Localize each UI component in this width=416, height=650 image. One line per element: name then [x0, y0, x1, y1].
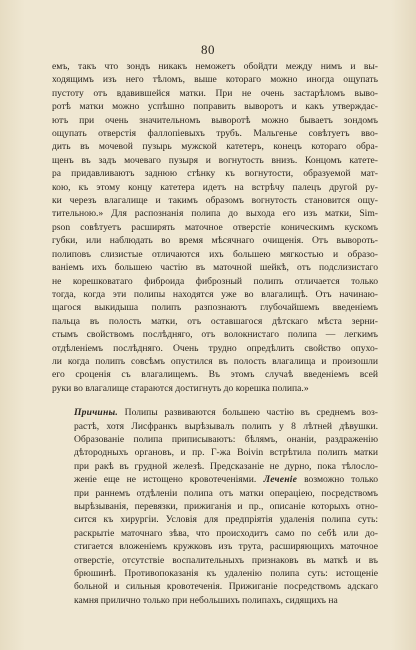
line-text: стигается вложеніемъ кружковъ изъ трута, расширяющихъ маточное [74, 541, 378, 553]
text-line [52, 594, 378, 607]
text-line: руки во влагалище стараются достигнуть до корешка полипа.» [52, 382, 309, 394]
text-line: ощупать отверстія фаллопіевыхъ трубъ. Мальгенье совѣтуетъ вво- [52, 128, 378, 140]
text-line: губки, или наблюдать во время мѣсячнаго очищенія. Отъ вывороть- [52, 235, 378, 247]
page-text [52, 60, 378, 607]
line-text: брюшинѣ. Противопоказанія къ удаленію полипа суть: истощеніе [74, 568, 378, 580]
section-heading-causes: Причины. [74, 407, 118, 419]
text-line [52, 433, 378, 446]
page-number: 80 [201, 42, 215, 57]
line-text: раскрытіе маточнаго зѣва, что происходитъ само по себѣ или до- [74, 527, 378, 539]
text-line: pson совѣтуетъ расширять маточное отверстіе коническимъ кускомъ [52, 221, 378, 233]
text-line [52, 460, 378, 473]
text-line [52, 473, 378, 486]
text-line: ютъ при очень значительномъ выворотѣ можно бываетъ зондомъ [52, 114, 378, 126]
line-text: возможно только [297, 474, 378, 486]
text-line: не корешковатаго фиброида фиброзный полипъ отличается только [52, 275, 378, 287]
text-line: ротѣ матки можно успѣшно поправить выворотъ и какъ утверждає- [52, 101, 378, 113]
text-line: пустоту отъ вдавившейся матки. При не очень застарѣломъ выво- [52, 87, 378, 99]
line-text: при ракѣ въ грудной железѣ. Предсказаніе не дурно, пока тѣлосло- [74, 460, 378, 472]
text-line [52, 500, 378, 513]
text-line: тительною.» Для распознанія полипа до выхода его изъ матки, Sim- [52, 208, 378, 220]
text-line: ки черезъ влагалище и такимъ образомъ вогнутость становится ощу- [52, 195, 378, 207]
line-text: дѣтородныхъ органовъ, и пр. Г-жа Boivin встрѣтила полипъ матки [74, 447, 378, 459]
line-text: больной и сильныя кровотеченія. Прижиганіе посредствомъ адскаго [74, 581, 378, 593]
line-text: вырѣзыванія, перевязки, прижиганія и пр., описаніе которыхъ отно- [74, 501, 378, 512]
text-line [52, 540, 378, 553]
text-line [52, 420, 378, 433]
text-line: кою, къ этому концу катетера идетъ на встрѣчу палецъ другой ру- [52, 181, 378, 193]
text-line [52, 567, 378, 580]
text-line [52, 446, 378, 459]
text-line: емъ, такъ что зондъ никакъ неможетъ обойдти между нимъ и вы- [52, 61, 378, 72]
text-line: его сроценія съ влагалищемъ. Въ этомъ случаѣ введеніемъ всей [52, 369, 378, 381]
text-line: щагося выкидыша полипъ разпознаютъ глубочайшемъ введеніемъ [52, 302, 378, 314]
text-line [52, 487, 378, 500]
line-text: Образованіе полипа приписываютъ: бѣлямъ, онаніи, раздраженію [74, 433, 378, 445]
text-line [52, 527, 378, 540]
text-line: полиповъ слизистые отличаются ихъ большею мягкостью и образо- [52, 248, 378, 260]
line-text: при раннемъ отдѣленіи полипа отъ матки операціею, посредствомъ [74, 487, 378, 499]
text-line [52, 406, 378, 419]
text-line [52, 513, 378, 526]
text-line [52, 580, 378, 593]
text-line [52, 554, 378, 567]
line-text: отверстіе, отсутствіе воспалительныхъ признаковъ въ маткѣ и въ [74, 554, 378, 566]
text-line: ли когда полипъ совсѣмъ опустился въ полость влагалища и произошли [52, 355, 378, 367]
text-line: дить въ мочевой пузырь мужской катетеръ, конецъ котораго обра- [52, 141, 378, 153]
text-line: ваніемъ ихъ большею частію въ маточной шейкѣ, отъ подслизистаго [52, 262, 378, 274]
section-heading-treatment: Леченіе [256, 474, 298, 486]
text-line: ходящимъ изъ него тѣломъ, выше котораго можно иногда ощупать [52, 74, 378, 86]
paragraph-continued [52, 60, 378, 395]
line-text: сится къ хирургіи. Условія для предпріятія удаленія полипа суть: [74, 514, 378, 526]
line-text: растѣ, хотя Лисфранкъ вырѣзывалъ полипъ у 8 лѣтней дѣвушки. [74, 420, 378, 432]
text-line: ра придавливаютъ заднюю стѣнку къ вогнутости, образуемой мат- [52, 168, 378, 180]
text-line: стымъ свойствомъ послѣдняго, отъ волокнистаго полипа — легкимъ [52, 329, 378, 341]
paragraph-causes [52, 406, 378, 607]
text-line: отдѣленіемъ послѣдняго. Очень трудно опредѣлить свойство опухо- [52, 342, 378, 354]
line-text: Полипы развиваются большею частію въ среднемъ воз- [117, 407, 378, 419]
text-line: пальца въ полость матки, отъ оставшагося дѣтскаго мѣста зерни- [52, 315, 378, 327]
text-line: щенъ въ задъ мочеваго пузыря и вогнутость внизъ. Концомъ катете- [52, 154, 378, 166]
line-text: женіе еще не истощено кровотеченіями. [74, 474, 257, 486]
line-text: камня прилично только при небольшихъ полипахъ, сидящихъ на [74, 594, 338, 606]
text-line: тогда, когда эти полипы находятся уже во влагалищѣ. Отъ начинаю- [52, 288, 378, 300]
